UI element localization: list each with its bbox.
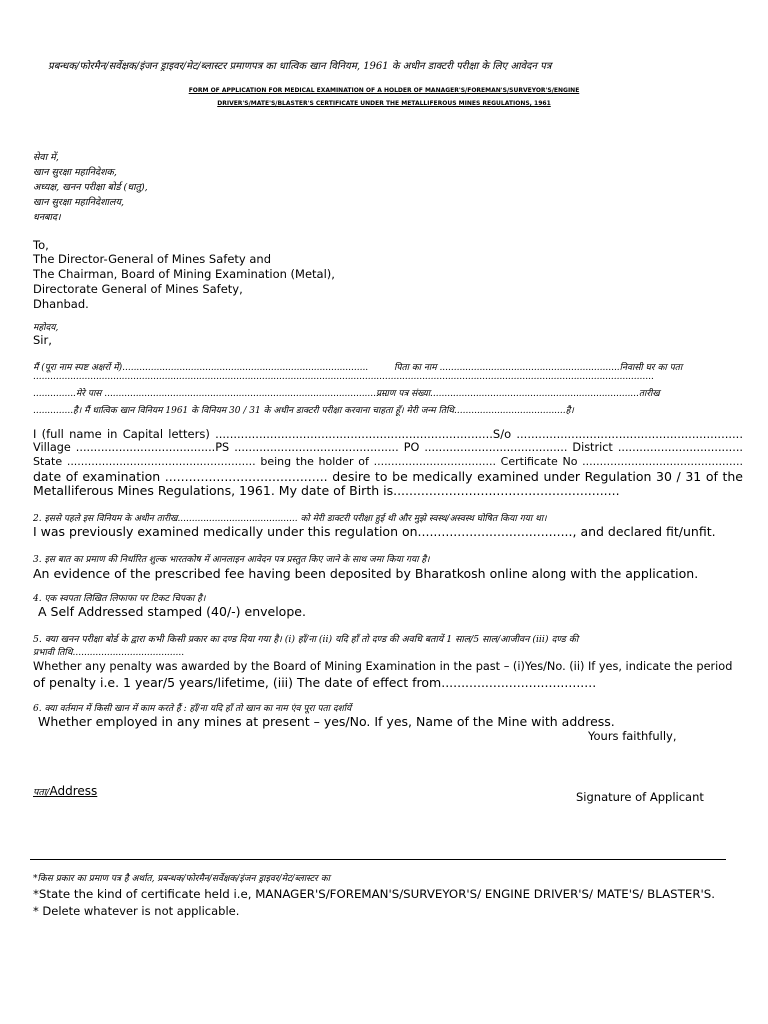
english-address-line: The Chairman, Board of Mining Examination (Metal), xyxy=(33,267,335,281)
item6-hindi: 6. क्या वर्तमान में किसी खान में काम करते हैं : हाँ/ना यदि हाँ तो खान का नाम एंव पूरा पता दर्शायें xyxy=(33,704,352,714)
item5-hindi-line1: 5. क्या खनन परीक्षा बोर्ड के द्वारा कभी किसी प्रकार का दण्ड दिया गया है। (i) हाँ/ना (ii) यदि हाँ तो दण्ड की अवधि बतायें 1 साल/5 साल/आजीवन (iii) दण्ड की xyxy=(33,634,579,645)
item4-hindi: 4. एक स्वपता लिखित लिफाफा पर टिकट चिपका है। xyxy=(33,594,206,604)
address-label-hindi: पता/ xyxy=(33,787,50,798)
hindi-address-line: सेवा में, xyxy=(33,152,59,163)
english-address-line: Dhanbad. xyxy=(33,297,89,311)
english-form-title-line2: DRIVER'S/MATE'S/BLASTER'S CERTIFICATE UNDER THE METALLIFEROUS MINES REGULATIONS, 1961 xyxy=(217,100,551,107)
footnote-english-delete: * Delete whatever is not applicable. xyxy=(33,904,240,918)
english-address-line: Directorate General of Mines Safety, xyxy=(33,282,243,296)
signature-of-applicant: Signature of Applicant xyxy=(576,790,704,804)
hindi-address-line: धनबाद। xyxy=(33,212,61,223)
english-para1-village-line: Village .......................................PS .............................................. PO ........................................ District ................................... xyxy=(33,441,743,454)
english-para1-state-line: State ...................................................... being the holder of ................................... Certificate No .............................................. xyxy=(33,455,743,468)
address-label xyxy=(33,780,97,799)
hindi-para1-father-field: पिता का नाम ...............................................................निवासी घर का पता xyxy=(394,363,683,373)
item3-english: An evidence of the prescribed fee having been deposited by Bharatkosh online along with the application. xyxy=(33,566,699,581)
item2-hindi: 2. इससे पहले इस विनियम के अधीन तारीख.......................................... को मेरी डाक्टरी परीक्षा हुई थी और मुझे स्वस्थ/अस्वस्थ घोषित किया गया था। xyxy=(33,514,547,524)
yours-faithfully: Yours faithfully, xyxy=(588,729,677,743)
hindi-salutation: महोदय, xyxy=(33,323,59,333)
item2-english: I was previously examined medically under this regulation on......................................., and declared fit/unfit. xyxy=(33,524,716,539)
english-para1-regulation-line xyxy=(33,483,620,498)
hindi-para1-address-line: ......................................................................................................................................................................................................................... xyxy=(33,372,654,382)
hindi-para1-name-field: मैं (पूरा नाम स्पष्ट अक्षरों में)...................................................................................... xyxy=(33,363,369,373)
english-para1-regulation-text: Metalliferous Mines Regulations, 1961. My date of Birth is....................................................... xyxy=(33,483,612,498)
item6-english: Whether employed in any mines at present – yes/No. If yes, Name of the Mine with address. xyxy=(38,714,615,729)
hindi-address-line: खान सुरक्षा महानिदेशक, xyxy=(33,167,117,178)
item5-english-line1: Whether any penalty was awarded by the Board of Mining Examination in the past – (i)Yes/No. (ii) If yes, indicate the period xyxy=(33,660,733,673)
english-para1-name-line: I (full name in Capital letters) ............................................................................S/o .............................................................. xyxy=(33,427,743,441)
english-address-line: The Director-General of Mines Safety and xyxy=(33,252,271,266)
hindi-form-title: प्रबन्धक/फोरमैन/सर्वेक्षक/इंजन ड्राइवर/मेट/ब्लास्टर प्रमाणपत्र का धात्विक खान विनियम, 1961 के अधीन डाक्टरी परीक्षा के लिए आवेदन पत्र xyxy=(48,61,552,72)
item5-english-line2: of penalty i.e. 1 year/5 years/lifetime, (iii) The date of effect from....................................... xyxy=(33,675,597,690)
address-label-english: Address xyxy=(49,784,98,798)
english-address-line: To, xyxy=(33,238,49,252)
hindi-para1-dob-line: ..............है। मैं धात्विक खान विनियम 1961 के विनियम 30 / 31 के अधीन डाक्टरी परीक्षा करवाना चाहता हूँ। मेरी जन्म तिथि.......................................है। xyxy=(33,406,574,416)
english-form-title-line1: FORM OF APPLICATION FOR MEDICAL EXAMINATION OF A HOLDER OF MANAGER'S/FOREMAN'S/SURVEYOR'S/ENGINE xyxy=(188,87,580,94)
item4-english: A Self Addressed stamped (40/-) envelope. xyxy=(38,604,306,619)
hindi-address-line: खान सुरक्षा महानिदेशालय, xyxy=(33,197,124,208)
footnote-divider xyxy=(30,859,726,860)
item5-hindi-line2: प्रभावी तिथि....................................... xyxy=(33,648,185,658)
english-salutation: Sir, xyxy=(33,333,52,347)
hindi-address-line: अध्यक्ष, खनन परीक्षा बोर्ड (धातु), xyxy=(33,182,148,193)
hindi-para1-certno-field: प्रमाण पत्र संख्या.........................................................................तारीख xyxy=(376,389,660,399)
english-para1-date-line: date of examination ......................................... desire to be medically examined under Regulation 30 / 31 of the xyxy=(33,469,743,484)
footnote-hindi: *किस प्रकार का प्रमाण पत्र है अर्थात, प्रबन्धक/फोरमैन/सर्वेक्षक/इंजन ड्राइवर/मेट/ब्लास्टर का xyxy=(33,874,330,884)
item3-hindi: 3. इस बात का प्रमाण की निर्धारित शुल्क भारतकोष में आनलाइन आवेदन पत्र प्रस्तुत किए जाने के साथ जमा किया गया है। xyxy=(33,555,430,565)
hindi-para1-certificate-field: ...............मेरे पास ................................................................................................... xyxy=(33,389,388,399)
english-para1-regulation-end: .. xyxy=(611,483,620,498)
footnote-english-certificate: *State the kind of certificate held i.e, MANAGER'S/FOREMAN'S/SURVEYOR'S/ ENGINE DRIVER'S/ MATE'S/ BLASTER'S. xyxy=(33,887,716,901)
